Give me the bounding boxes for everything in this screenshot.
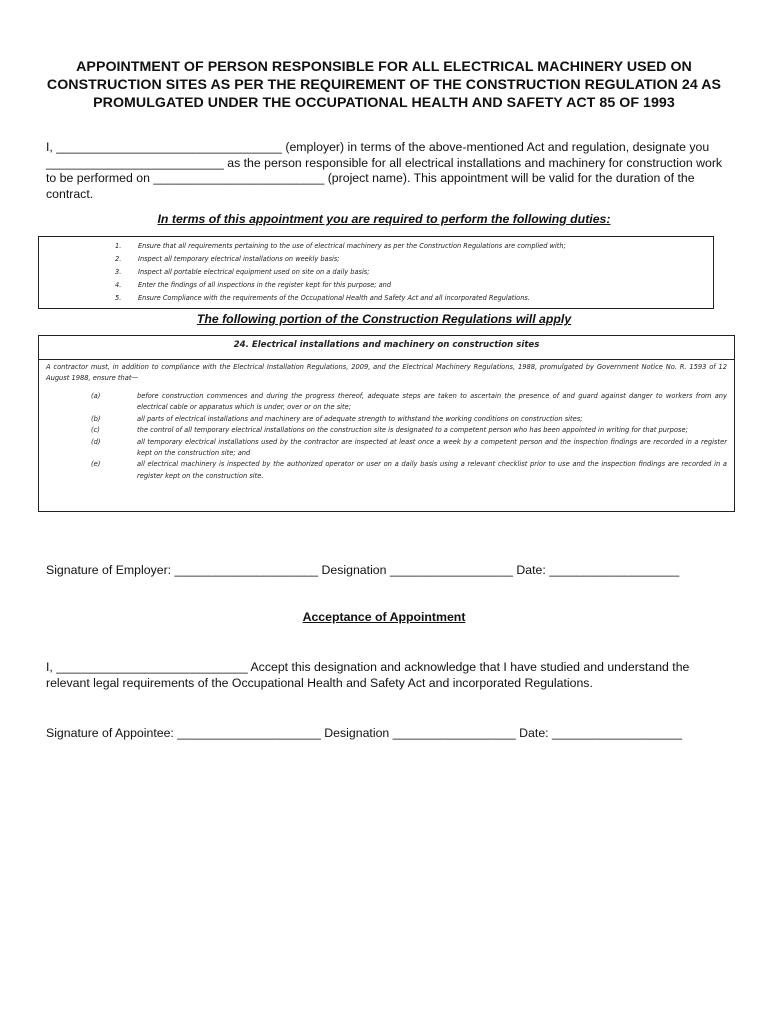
duties-heading: In terms of this appointment you are required to perform the following duties: (157, 212, 611, 226)
document-title: APPOINTMENT OF PERSON RESPONSIBLE FOR ALL ELECTRICAL MACHINERY USED ON CONSTRUCTION SITES AS PER THE REQUIREMENT OF THE CONSTRUCTION REGULATION 24 AS PROMULGATED UNDER THE OCCUPATIONAL HEALTH AND SAFETY ACT 85 OF 1993 (46, 59, 722, 111)
regulation-title: 24. Electrical installations and machinery on construction sites (39, 336, 734, 360)
regulations-heading: The following portion of the Construction Regulations will apply (196, 312, 572, 326)
regulation-item: (b) all parts of electrical installations and machinery are of adequate strength to withstand the working conditions on construction sites; (91, 414, 583, 423)
employer-signature-line: Signature of Employer: _____________________ Designation __________________ Date: ___________________ (46, 563, 680, 577)
acceptance-heading: Acceptance of Appointment (302, 610, 466, 624)
duty-item: 3. Inspect all portable electrical equipment used on site on a daily basis; (115, 268, 370, 276)
appointee-signature-line: Signature of Appointee: _____________________ Designation __________________ Date: ___________________ (46, 726, 682, 740)
duty-item: 4. Enter the findings of all inspections in the register kept for this purpose; and (115, 281, 392, 289)
regulation-item: (c) the control of all temporary electrical installations on the construction site is designated to a competent person who has been appointed in writing for that purpose; (91, 426, 688, 435)
regulation-items (39, 391, 734, 482)
duties-list (39, 237, 713, 305)
regulation-24-box (38, 335, 735, 512)
duty-item: 2. Inspect all temporary electrical installations on weekly basis; (115, 255, 340, 263)
appointment-statement: I, _________________________________ (employer) in terms of the above-mentioned Act and regulation, designate you __________________________ as the person responsible for all electrical installations and machinery for construction work to be performed on _________________________ (project name). This appointment will be valid for the duration of the contract. (46, 140, 723, 201)
regulation-item: (e) all electrical machinery is inspected by the authorized operator or user on a daily basis using a relevant checklist prior to use and the inspection findings are recorded in a register kept on the construction site. (91, 460, 727, 480)
regulation-item: (d) all temporary electrical installations used by the contractor are inspected at least once a week by a competent person and the inspection findings are recorded in a register kept on the construction site; and (91, 437, 727, 458)
duty-item: 5. Ensure Compliance with the requirements of the Occupational Health and Safety Act and all incorporated Regulations. (115, 294, 530, 302)
acceptance-statement: I, ____________________________ Accept this designation and acknowledge that I have studied and understand the relevant legal requirements of the Occupational Health and Safety Act and incorporated Regulations. (46, 660, 690, 691)
regulation-item: (a) before construction commences and during the progress thereof, adequate steps are taken to ascertain the presence of and guard against danger to workers from any electrical cable or apparatus which is under, over or on the site; (91, 392, 727, 412)
regulation-intro: A contractor must, in addition to compliance with the Electrical Installation Regulations, 2009, and the Electrical Machinery Regulations, 1988, promulgated by Government Notice No. R. 1593 of 12 August 1988, ensure that— (46, 363, 727, 382)
duties-box (38, 236, 714, 309)
duty-item: 1. Ensure that all requirements pertaining to the use of electrical machinery as per the Construction Regulations are complied with; (115, 242, 566, 250)
